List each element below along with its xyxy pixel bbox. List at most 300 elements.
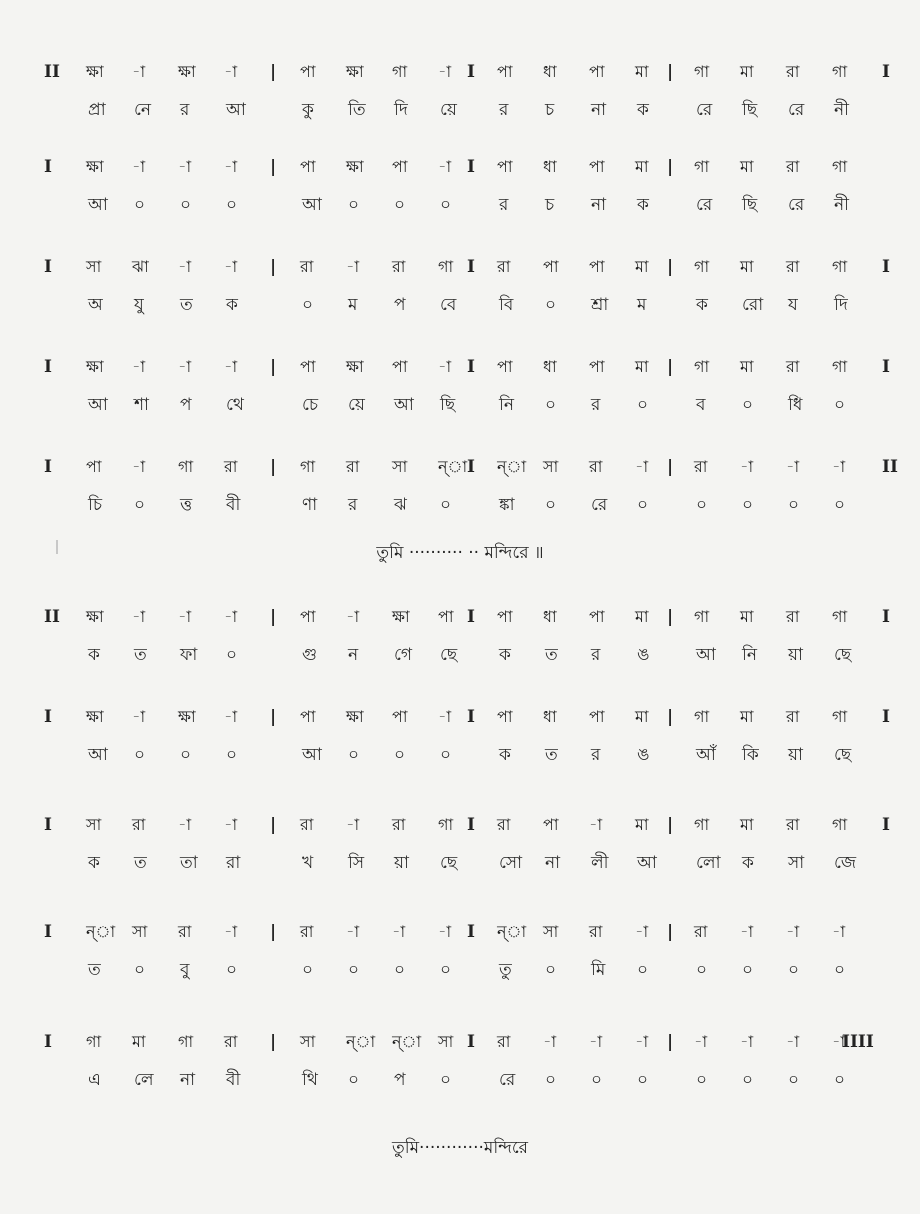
- swara-note: -া: [832, 1032, 846, 1051]
- lyric-syllable: আ: [394, 395, 414, 415]
- lyric-syllable: ০: [440, 960, 452, 980]
- lyric-syllable: রে: [499, 1070, 516, 1090]
- lyric-syllable: র: [591, 745, 601, 765]
- lyric-syllable: চ: [545, 100, 555, 120]
- lyric-syllable: রে: [788, 100, 805, 120]
- lyric-syllable: ০: [134, 495, 146, 515]
- start-barline: I: [44, 157, 52, 177]
- lyric-syllable: আ: [302, 745, 322, 765]
- lyric-syllable: ০: [545, 495, 557, 515]
- swara-note: পা: [589, 62, 606, 81]
- swara-note: পা: [438, 607, 455, 626]
- lyric-syllable: ছে: [440, 853, 458, 873]
- lyric-syllable: ০: [226, 960, 238, 980]
- swara-note: সা: [392, 457, 408, 476]
- lyric-syllable: য়া: [394, 853, 409, 873]
- swara-note: সা: [86, 815, 102, 834]
- lyric-syllable: ০: [637, 395, 649, 415]
- start-barline: I: [44, 707, 52, 727]
- end-barline: II: [882, 457, 898, 477]
- beat-divider: |: [270, 815, 277, 835]
- swara-note: -া: [346, 815, 360, 834]
- swara-note: -া: [786, 922, 800, 941]
- swara-note: গা: [438, 257, 454, 276]
- swara-note: -া: [438, 922, 452, 941]
- swara-note: সা: [543, 457, 559, 476]
- swara-note: সা: [132, 922, 148, 941]
- lyric-syllable: য়ে: [348, 395, 365, 415]
- swara-note: -া: [635, 922, 649, 941]
- swara-note: ন্‌া: [392, 1032, 422, 1051]
- lyric-syllable: শা: [134, 395, 149, 415]
- swara-note: গা: [832, 62, 848, 81]
- lyric-syllable: ত: [545, 645, 558, 665]
- swara-note: গা: [694, 257, 710, 276]
- lyric-syllable: কি: [742, 745, 759, 765]
- lyric-syllable: র: [499, 100, 509, 120]
- lyric-row: [0, 93, 920, 127]
- lyric-syllable: ক: [499, 645, 511, 665]
- swara-note: -া: [786, 1032, 800, 1051]
- lyric-syllable: চে: [302, 395, 319, 415]
- swara-note: ন্‌া: [497, 922, 527, 941]
- lyric-syllable: সি: [348, 853, 365, 873]
- swara-note: গা: [832, 157, 848, 176]
- lyric-row: [0, 188, 920, 222]
- swara-note: ক্ষা: [178, 707, 197, 726]
- lyric-syllable: ন: [348, 645, 359, 665]
- lyric-syllable: ০: [834, 395, 846, 415]
- swara-note: রা: [346, 457, 360, 476]
- swara-note: রা: [300, 922, 314, 941]
- swara-note: পা: [497, 157, 514, 176]
- swara-note: -া: [178, 157, 192, 176]
- swara-note: রা: [300, 257, 314, 276]
- lyric-syllable: না: [180, 1070, 196, 1090]
- swara-note: -া: [438, 357, 452, 376]
- matra-barline: I: [467, 922, 475, 942]
- lyric-syllable: ০: [742, 395, 754, 415]
- swara-note: ক্ষা: [346, 357, 365, 376]
- lyric-syllable: আ: [226, 100, 246, 120]
- refrain-line: তুমি············মন্দিরে: [391, 1138, 529, 1158]
- lyric-syllable: ০: [545, 960, 557, 980]
- swara-note: মা: [635, 157, 650, 176]
- lyric-syllable: র: [591, 645, 601, 665]
- swara-note: গা: [832, 815, 848, 834]
- lyric-syllable: সো: [499, 853, 523, 873]
- swara-note: ক্ষা: [86, 707, 105, 726]
- lyric-syllable: আ: [637, 853, 657, 873]
- lyric-syllable: ০: [696, 960, 708, 980]
- lyric-syllable: ০: [440, 195, 452, 215]
- swara-note: -া: [392, 922, 406, 941]
- lyric-syllable: ০: [134, 195, 146, 215]
- lyric-syllable: বু: [180, 960, 190, 980]
- refrain-line: তুমি ·········· ·· মন্দিরে ॥: [376, 543, 544, 563]
- swara-note: ক্ষা: [86, 607, 105, 626]
- notation-stave: [0, 915, 920, 995]
- swara-note: মা: [740, 62, 755, 81]
- start-barline: II: [44, 607, 60, 627]
- lyric-syllable: ০: [545, 1070, 557, 1090]
- lyric-syllable: ০: [834, 1070, 846, 1090]
- swara-note: মা: [132, 1032, 147, 1051]
- lyric-syllable: রো: [742, 295, 764, 315]
- lyric-syllable: চ: [545, 195, 555, 215]
- lyric-syllable: ছে: [834, 745, 852, 765]
- lyric-syllable: মি: [591, 960, 606, 980]
- swara-note: ঝা: [132, 257, 150, 276]
- end-barline: I: [882, 257, 890, 277]
- start-barline: I: [44, 257, 52, 277]
- swara-note: ধা: [543, 607, 558, 626]
- start-barline: I: [44, 357, 52, 377]
- lyric-syllable: ০: [134, 745, 146, 765]
- beat-divider: |: [270, 607, 277, 627]
- lyric-syllable: ০: [788, 495, 800, 515]
- matra-barline: I: [467, 157, 475, 177]
- lyric-row: [0, 488, 920, 522]
- swara-note: সা: [300, 1032, 316, 1051]
- swara-row: [0, 808, 920, 842]
- start-barline: I: [44, 815, 52, 835]
- lyric-syllable: রে: [591, 495, 608, 515]
- swara-note: সা: [438, 1032, 454, 1051]
- swara-note: -া: [132, 157, 146, 176]
- lyric-syllable: বী: [226, 495, 241, 515]
- beat-divider: |: [667, 815, 674, 835]
- beat-divider: |: [667, 607, 674, 627]
- swara-note: -া: [346, 607, 360, 626]
- lyric-syllable: চি: [88, 495, 103, 515]
- lyric-syllable: আ: [696, 645, 716, 665]
- lyric-syllable: ক: [499, 745, 511, 765]
- lyric-syllable: ছি: [742, 100, 758, 120]
- swara-note: -া: [132, 357, 146, 376]
- lyric-syllable: ক: [637, 100, 649, 120]
- end-barline: I: [882, 707, 890, 727]
- beat-divider: |: [270, 707, 277, 727]
- beat-divider: |: [667, 357, 674, 377]
- swara-note: গা: [832, 607, 848, 626]
- swara-note: গা: [694, 157, 710, 176]
- lyric-syllable: লো: [696, 853, 721, 873]
- beat-divider: |: [667, 257, 674, 277]
- lyric-syllable: ০: [226, 745, 238, 765]
- swara-note: মা: [740, 157, 755, 176]
- lyric-syllable: ঙ: [637, 645, 650, 665]
- swara-note: পা: [589, 607, 606, 626]
- swara-note: রা: [786, 815, 800, 834]
- lyric-syllable: র: [499, 195, 509, 215]
- swara-note: -া: [224, 257, 238, 276]
- lyric-syllable: দি: [834, 295, 848, 315]
- lyric-syllable: ক: [88, 645, 100, 665]
- lyric-syllable: আ: [302, 195, 322, 215]
- swara-note: গা: [178, 1032, 194, 1051]
- swara-note: রা: [694, 457, 708, 476]
- swara-note: -া: [132, 62, 146, 81]
- beat-divider: |: [270, 457, 277, 477]
- swara-row: [0, 350, 920, 384]
- swara-note: ক্ষা: [346, 62, 365, 81]
- swara-note: মা: [635, 815, 650, 834]
- swara-note: পা: [543, 257, 560, 276]
- lyric-row: [0, 1063, 920, 1097]
- swara-note: পা: [300, 357, 317, 376]
- lyric-syllable: ম: [348, 295, 358, 315]
- swara-note: গা: [694, 62, 710, 81]
- swara-note: গা: [694, 607, 710, 626]
- lyric-syllable: না: [591, 195, 607, 215]
- swara-note: পা: [589, 257, 606, 276]
- lyric-syllable: ০: [742, 960, 754, 980]
- swara-note: গা: [438, 815, 454, 834]
- lyric-syllable: ০: [302, 960, 314, 980]
- swara-note: ন্‌া: [346, 1032, 376, 1051]
- swara-note: রা: [786, 157, 800, 176]
- swara-note: ধা: [543, 62, 558, 81]
- lyric-syllable: ত: [545, 745, 558, 765]
- lyric-syllable: প্রা: [88, 100, 106, 120]
- lyric-syllable: ০: [180, 745, 192, 765]
- swara-note: রা: [497, 257, 511, 276]
- lyric-syllable: না: [591, 100, 607, 120]
- swara-note: পা: [589, 707, 606, 726]
- swara-note: পা: [392, 707, 409, 726]
- lyric-syllable: ০: [545, 395, 557, 415]
- swara-row: [0, 150, 920, 184]
- swara-note: -া: [543, 1032, 557, 1051]
- lyric-syllable: থে: [226, 395, 244, 415]
- swara-note: -া: [224, 62, 238, 81]
- lyric-syllable: রে: [788, 195, 805, 215]
- lyric-syllable: অ: [88, 295, 103, 315]
- swara-note: -া: [224, 607, 238, 626]
- lyric-syllable: ০: [742, 1070, 754, 1090]
- matra-barline: I: [467, 707, 475, 727]
- notation-stave: [0, 700, 920, 780]
- lyric-syllable: ০: [788, 1070, 800, 1090]
- lyric-syllable: ক: [696, 295, 708, 315]
- end-barline: I: [882, 607, 890, 627]
- lyric-syllable: ক: [742, 853, 754, 873]
- swara-note: মা: [635, 707, 650, 726]
- swara-note: মা: [740, 257, 755, 276]
- lyric-syllable: ০: [302, 295, 314, 315]
- end-barline: I: [882, 62, 890, 82]
- matra-barline: I: [467, 1032, 475, 1052]
- swara-note: -া: [740, 922, 754, 941]
- lyric-syllable: নে: [134, 100, 152, 120]
- swara-note: মা: [740, 607, 755, 626]
- swara-note: পা: [589, 157, 606, 176]
- swara-note: গা: [392, 62, 408, 81]
- lyric-row: [0, 846, 920, 880]
- lyric-syllable: তা: [180, 853, 198, 873]
- beat-divider: |: [667, 457, 674, 477]
- beat-divider: |: [667, 707, 674, 727]
- beat-divider: |: [667, 922, 674, 942]
- swara-note: -া: [438, 157, 452, 176]
- notation-stave: [0, 808, 920, 888]
- swara-note: পা: [300, 62, 317, 81]
- swara-note: রা: [786, 62, 800, 81]
- lyric-syllable: য়ে: [440, 100, 457, 120]
- swara-note: মা: [635, 257, 650, 276]
- swara-note: গা: [832, 357, 848, 376]
- lyric-syllable: নী: [834, 195, 850, 215]
- swara-note: পা: [86, 457, 103, 476]
- lyric-row: [0, 953, 920, 987]
- lyric-syllable: ০: [696, 1070, 708, 1090]
- swara-note: -া: [635, 1032, 649, 1051]
- swara-note: পা: [497, 707, 514, 726]
- lyric-syllable: ০: [394, 195, 406, 215]
- swara-note: ধা: [543, 357, 558, 376]
- swara-row: [0, 1025, 920, 1059]
- lyric-syllable: ০: [637, 1070, 649, 1090]
- swara-note: -া: [178, 357, 192, 376]
- lyric-syllable: রে: [696, 100, 713, 120]
- swara-note: রা: [497, 815, 511, 834]
- swara-note: -া: [694, 1032, 708, 1051]
- swara-note: -া: [438, 62, 452, 81]
- swara-note: -া: [178, 607, 192, 626]
- lyric-syllable: ০: [440, 1070, 452, 1090]
- beat-divider: |: [667, 1032, 674, 1052]
- lyric-syllable: বী: [226, 1070, 241, 1090]
- lyric-syllable: লে: [134, 1070, 154, 1090]
- lyric-syllable: ০: [440, 495, 452, 515]
- swara-note: -া: [224, 357, 238, 376]
- swara-note: -া: [132, 607, 146, 626]
- swara-note: পা: [497, 357, 514, 376]
- swara-note: -া: [224, 815, 238, 834]
- swara-note: ন্‌া: [86, 922, 116, 941]
- lyric-syllable: ০: [394, 960, 406, 980]
- end-barline: I: [882, 357, 890, 377]
- lyric-row: [0, 638, 920, 672]
- swara-note: রা: [589, 922, 603, 941]
- lyric-syllable: জে: [834, 853, 857, 873]
- notation-stave: [0, 55, 920, 135]
- swara-note: রা: [589, 457, 603, 476]
- lyric-syllable: রা: [226, 853, 241, 873]
- swara-note: ক্ষা: [346, 707, 365, 726]
- lyric-syllable: এ: [88, 1070, 101, 1090]
- start-barline: I: [44, 457, 52, 477]
- notation-stave: [0, 250, 920, 330]
- swara-note: পা: [497, 607, 514, 626]
- lyric-syllable: আ: [88, 195, 108, 215]
- lyric-syllable: ত: [180, 295, 193, 315]
- swara-note: রা: [694, 922, 708, 941]
- notation-stave: [0, 150, 920, 230]
- swara-note: ক্ষা: [86, 357, 105, 376]
- swara-note: পা: [589, 357, 606, 376]
- notation-stave: [0, 350, 920, 430]
- lyric-syllable: ত্ত: [180, 495, 193, 515]
- lyric-syllable: বে: [440, 295, 457, 315]
- swara-note: -া: [832, 457, 846, 476]
- lyric-syllable: ক: [226, 295, 238, 315]
- swara-row: [0, 700, 920, 734]
- swara-note: মা: [740, 815, 755, 834]
- lyric-syllable: শ্রা: [591, 295, 609, 315]
- lyric-syllable: ঙ্কা: [499, 495, 515, 515]
- lyric-syllable: ণা: [302, 495, 318, 515]
- swara-note: -া: [740, 1032, 754, 1051]
- beat-divider: |: [270, 922, 277, 942]
- beat-divider: |: [667, 157, 674, 177]
- lyric-syllable: ছি: [742, 195, 758, 215]
- lyric-syllable: ০: [394, 745, 406, 765]
- swara-note: গা: [832, 707, 848, 726]
- lyric-syllable: ধি: [788, 395, 803, 415]
- lyric-syllable: ০: [545, 295, 557, 315]
- lyric-syllable: দি: [394, 100, 408, 120]
- swara-note: রা: [786, 707, 800, 726]
- lyric-syllable: আ: [88, 395, 108, 415]
- lyric-syllable: গু: [302, 645, 318, 665]
- swara-note: -া: [132, 457, 146, 476]
- swara-note: পা: [300, 607, 317, 626]
- swara-note: -া: [438, 707, 452, 726]
- lyric-syllable: ০: [440, 745, 452, 765]
- lyric-syllable: যু: [134, 295, 144, 315]
- lyric-syllable: ছে: [834, 645, 852, 665]
- swara-note: পা: [543, 815, 560, 834]
- lyric-syllable: ফা: [180, 645, 198, 665]
- lyric-syllable: ০: [788, 960, 800, 980]
- lyric-syllable: ০: [637, 495, 649, 515]
- matra-barline: I: [467, 257, 475, 277]
- lyric-syllable: তু: [499, 960, 512, 980]
- lyric-syllable: ০: [348, 960, 360, 980]
- swara-note: -া: [589, 1032, 603, 1051]
- lyric-syllable: ০: [348, 1070, 360, 1090]
- swara-note: ন্‌া: [438, 457, 468, 476]
- lyric-syllable: ক: [637, 195, 649, 215]
- swara-note: -া: [178, 257, 192, 276]
- swara-note: পা: [300, 157, 317, 176]
- end-barline: I: [882, 815, 890, 835]
- lyric-syllable: ত: [134, 645, 147, 665]
- swara-note: গা: [694, 815, 710, 834]
- swara-note: মা: [635, 357, 650, 376]
- swara-note: রা: [224, 1032, 238, 1051]
- swara-note: পা: [497, 62, 514, 81]
- lyric-syllable: ম: [637, 295, 647, 315]
- lyric-syllable: নি: [742, 645, 758, 665]
- notation-stave: [0, 450, 920, 530]
- swara-note: রা: [786, 357, 800, 376]
- beat-divider: |: [270, 357, 277, 377]
- lyric-syllable: ক: [88, 853, 100, 873]
- swara-note: -া: [832, 922, 846, 941]
- lyric-row: [0, 738, 920, 772]
- swara-note: ন্‌া: [497, 457, 527, 476]
- start-barline: II: [44, 62, 60, 82]
- lyric-syllable: না: [545, 853, 561, 873]
- lyric-syllable: য: [788, 295, 798, 315]
- lyric-syllable: আ: [88, 745, 108, 765]
- start-barline: I: [44, 922, 52, 942]
- lyric-syllable: ০: [226, 645, 238, 665]
- swara-note: গা: [694, 707, 710, 726]
